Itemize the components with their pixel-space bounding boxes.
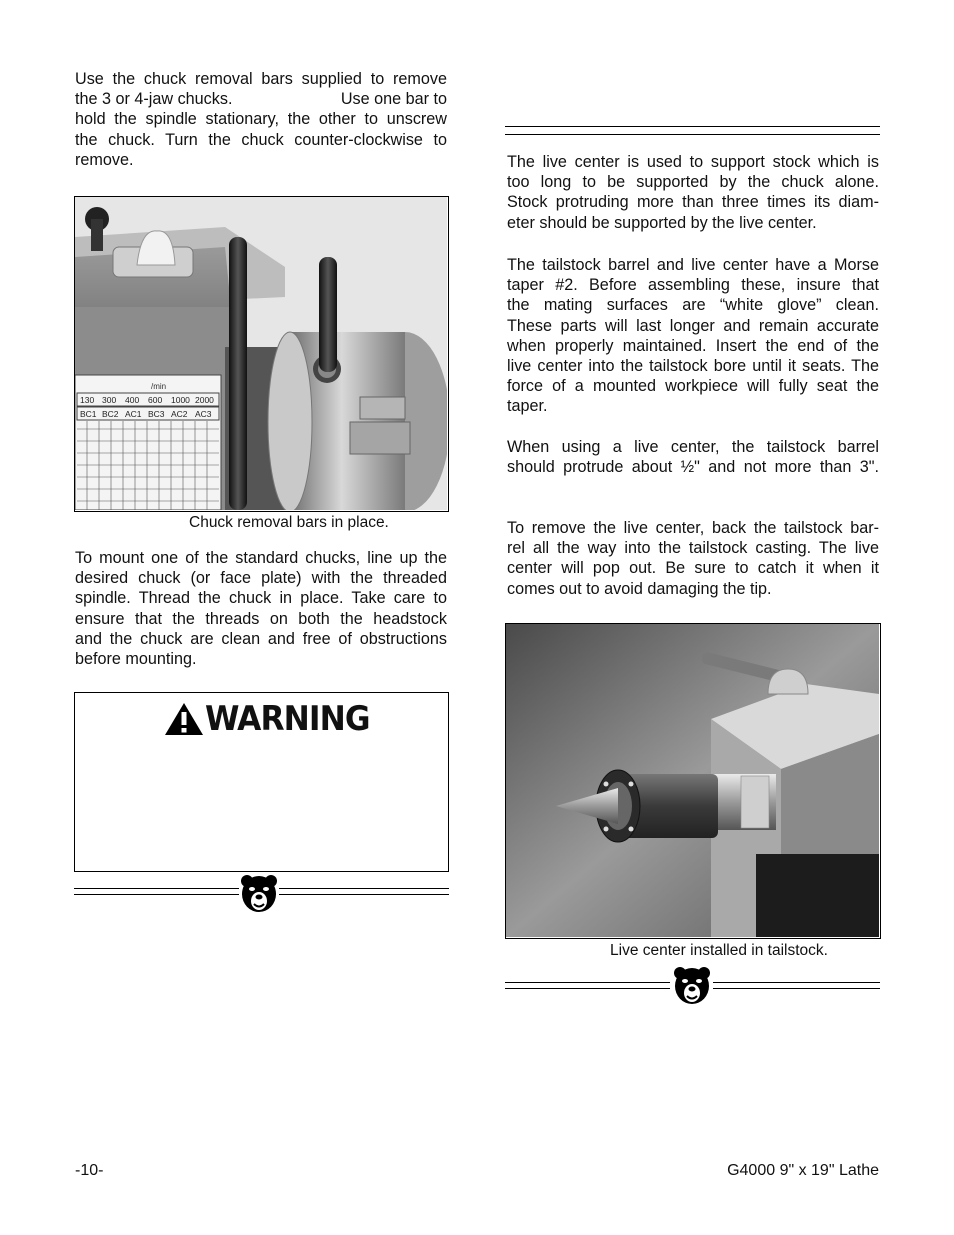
text-line: desired chuck (or face plate) with the threaded bbox=[75, 569, 447, 588]
text-line: ensure that the threads on both the headstock bbox=[75, 609, 447, 628]
warning-triangle-icon bbox=[163, 701, 205, 737]
photo2-caption: Live center installed in tailstock. bbox=[610, 942, 828, 959]
section-divider bbox=[74, 888, 239, 889]
text-line: Stock protruding more than three times its diam- bbox=[507, 193, 879, 212]
text-line: center will pop out. Be sure to catch it when it bbox=[507, 559, 879, 578]
chart-gear-cell: BC2 bbox=[102, 409, 119, 419]
warning-header bbox=[163, 699, 384, 739]
chart-gear-cell: BC3 bbox=[148, 409, 165, 419]
text-line: To remove the live center, back the tailstock bar- bbox=[507, 519, 879, 537]
chart-gear-cell: AC1 bbox=[125, 409, 142, 419]
text-line: The live center is used to support stock which is bbox=[507, 153, 879, 171]
live-center-photo bbox=[505, 623, 881, 939]
chart-speed-cell: 400 bbox=[125, 395, 140, 405]
text-line: Use one bar to bbox=[340, 90, 447, 109]
text-line: the chuck. Turn the chuck counter-clockwise to bbox=[75, 130, 447, 149]
bear-logo-icon bbox=[673, 966, 711, 1006]
text-line: taper #2. Before assembling these, insure that bbox=[507, 276, 879, 295]
page-number: -10- bbox=[75, 1162, 104, 1179]
text-line: taper. bbox=[507, 397, 548, 416]
chart-speed-cell: 2000 bbox=[195, 395, 214, 405]
chart-gear-cell: BC1 bbox=[80, 409, 97, 419]
text-line: These parts will last longer and remain accurate bbox=[507, 316, 879, 335]
text-line: the mating surfaces are “white glove” clean. bbox=[507, 296, 879, 315]
text-line: force of a mounted workpiece will fully seat the bbox=[507, 377, 879, 396]
bear-logo-icon bbox=[240, 874, 278, 914]
text-line: when properly maintained. Insert the end of the bbox=[507, 336, 879, 355]
warning-box bbox=[74, 692, 449, 872]
text-line: spindle. Thread the chuck in place. Take care to bbox=[75, 589, 447, 608]
chart-gear-cell: AC3 bbox=[195, 409, 212, 419]
text-line: should protrude about ½" and not more than 3". bbox=[507, 458, 879, 477]
text-line: the 3 or 4-jaw chucks. bbox=[75, 90, 233, 109]
text-line: Use the chuck removal bars supplied to remove bbox=[75, 70, 447, 88]
section-header-rule bbox=[505, 126, 880, 127]
live-center-paragraph-4 bbox=[507, 518, 879, 599]
text-line: remove. bbox=[75, 150, 134, 169]
live-center-paragraph-2 bbox=[507, 255, 879, 417]
text-line: When using a live center, the tailstock barrel bbox=[507, 438, 879, 456]
chart-unit-label: /min bbox=[151, 382, 167, 391]
text-line: comes out to avoid damaging the tip. bbox=[507, 579, 772, 598]
manual-title: G4000 9" x 19" Lathe bbox=[727, 1162, 879, 1179]
text-line: and the chuck are clean and free of obstructions bbox=[75, 629, 447, 648]
warning-title: WARNING bbox=[205, 699, 370, 739]
text-line: too long to be supported by the chuck alone. bbox=[507, 173, 879, 192]
chuck-removal-photo bbox=[74, 196, 449, 512]
text-line: hold the spindle stationary, the other to unscrew bbox=[75, 110, 447, 129]
chuck-removal-paragraph bbox=[75, 69, 447, 170]
chart-speed-cell: 130 bbox=[80, 395, 95, 405]
chart-speed-cell: 1000 bbox=[171, 395, 190, 405]
text-line: The tailstock barrel and live center have a Morse bbox=[507, 256, 879, 274]
text-line: before mounting. bbox=[75, 650, 197, 669]
live-center-paragraph-3 bbox=[507, 437, 879, 477]
photo1-caption: Chuck removal bars in place. bbox=[189, 514, 389, 531]
chart-speed-cell: 300 bbox=[102, 395, 117, 405]
text-line: eter should be supported by the live center. bbox=[507, 213, 817, 232]
chart-gear-cell: AC2 bbox=[171, 409, 188, 419]
text-line: rel all the way into the tailstock casting. The live bbox=[507, 539, 879, 558]
chart-speed-cell: 600 bbox=[148, 395, 163, 405]
live-center-paragraph-1 bbox=[507, 152, 879, 233]
mount-chuck-paragraph bbox=[75, 548, 447, 669]
text-line: To mount one of the standard chucks, line up the bbox=[75, 549, 447, 567]
text-line: live center into the tailstock bore until it seats. The bbox=[507, 357, 879, 376]
